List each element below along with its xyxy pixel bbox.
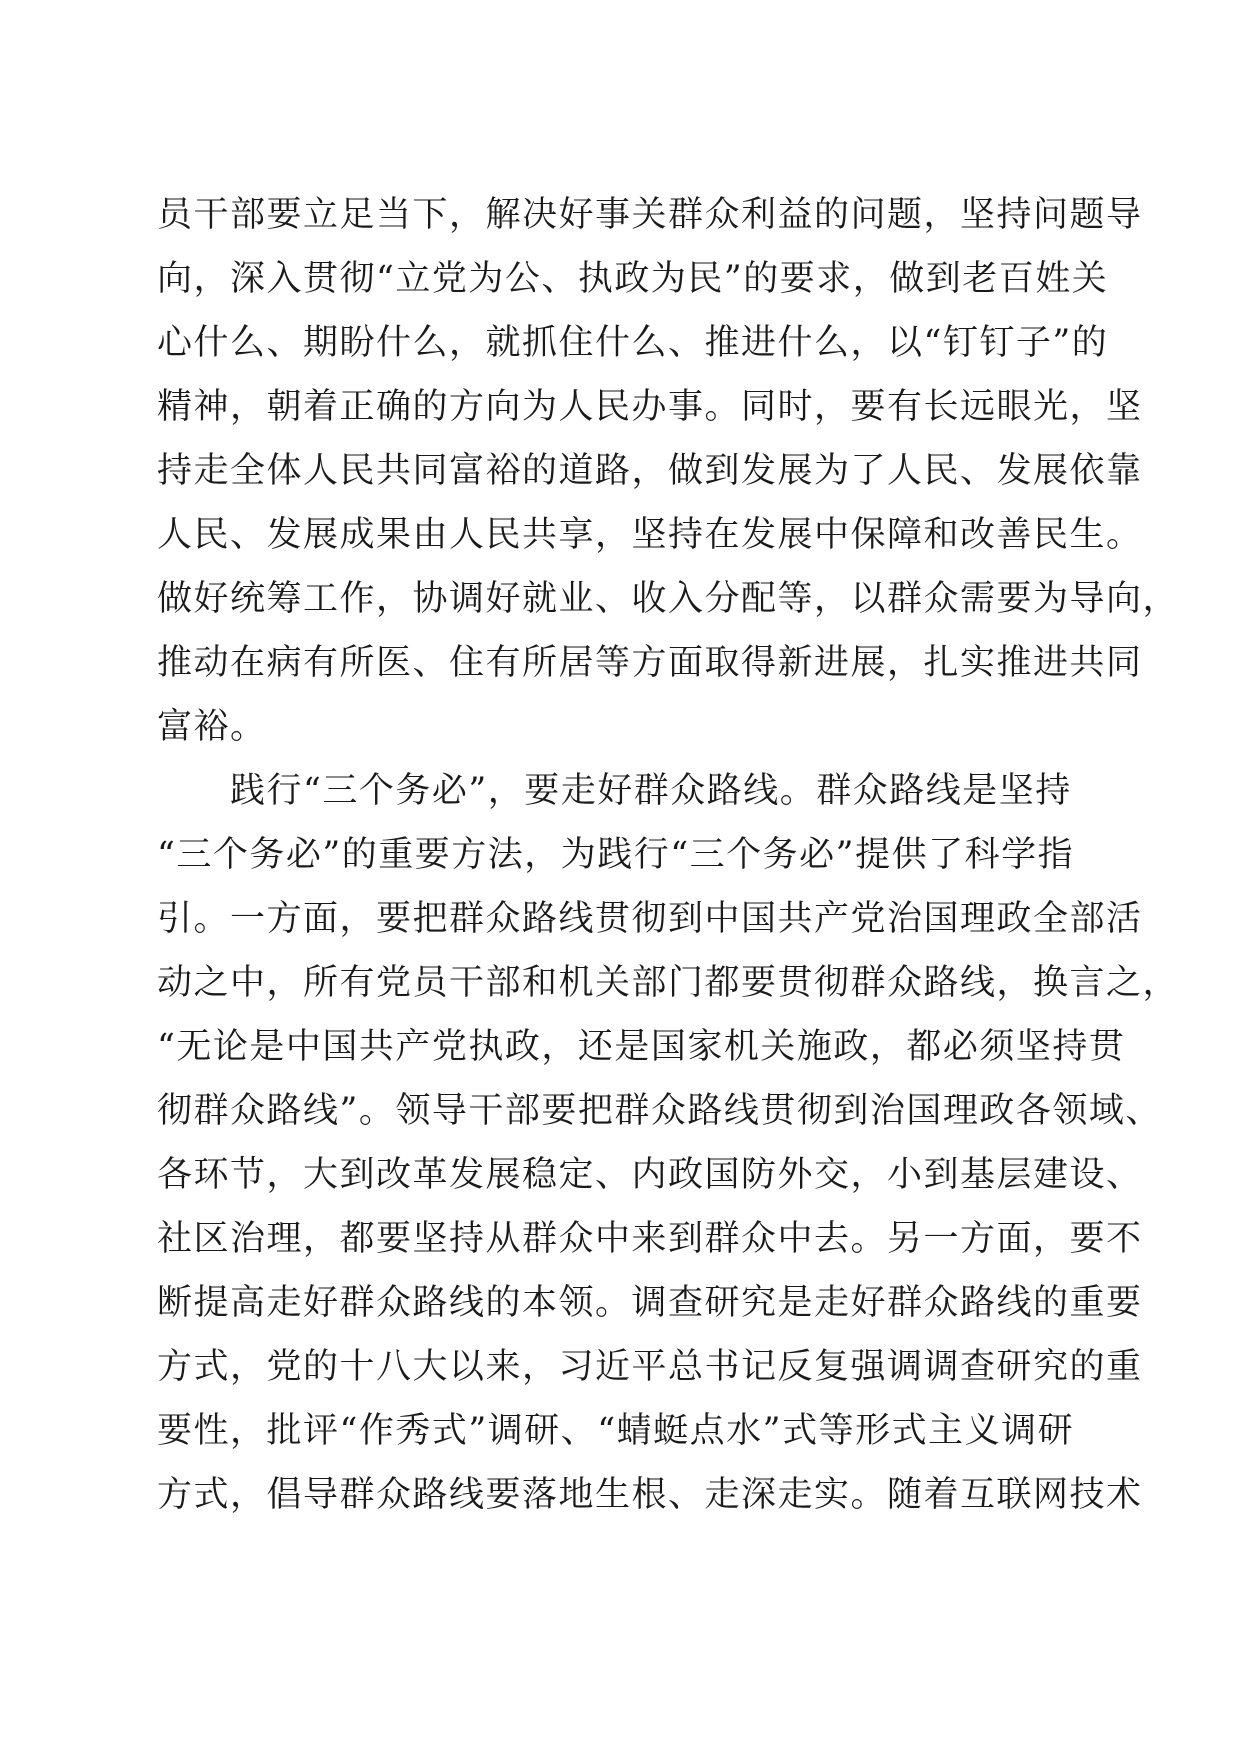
text-line: 要性，批评“作秀式”调研、“蜻蜓点水”式等形式主义调研	[157, 1411, 1075, 1451]
text-line: 向，深入贯彻“立党为公、执政为民”的要求，做到老百姓关	[157, 259, 1109, 299]
text-line: 推动在病有所医、住有所居等方面取得新进展，扎实推进共同	[157, 643, 1143, 683]
text-line: 动之中，所有党员干部和机关部门都要贯彻群众路线，换言之，	[157, 963, 1180, 1003]
text-line: 员干部要立足当下，解决好事关群众利益的问题，坚持问题导	[157, 195, 1143, 235]
paragraph-start-line: 践行“三个务必”，要走好群众路线。群众路线是坚持	[157, 771, 1072, 811]
text-line: 社区治理，都要坚持从群众中来到群众中去。另一方面，要不	[157, 1219, 1143, 1259]
text-line: 彻群众路线”。领导干部要把群众路线贯彻到治国理政各领域、	[157, 1091, 1162, 1131]
text-line: “无论是中国共产党执政，还是国家机关施政，都必须坚持贯	[157, 1027, 1126, 1067]
text-line: “三个务必”的重要方法，为践行“三个务必”提供了科学指	[157, 835, 1075, 875]
text-line: 断提高走好群众路线的本领。调查研究是走好群众路线的重要	[157, 1283, 1143, 1323]
text-line: 持走全体人民共同富裕的道路，做到发展为了人民、发展依靠	[157, 451, 1143, 491]
text-line: 富裕。	[157, 707, 267, 747]
text-line: 方式，倡导群众路线要落地生根、走深走实。随着互联网技术	[157, 1475, 1143, 1515]
text-line: 各环节，大到改革发展稳定、内政国防外交，小到基层建设、	[157, 1155, 1143, 1195]
text-line: 心什么、期盼什么，就抓住什么、推进什么，以“钉钉子”的	[157, 323, 1109, 363]
text-line: 方式，党的十八大以来，习近平总书记反复强调调查研究的重	[157, 1347, 1143, 1387]
text-line: 做好统筹工作，协调好就业、收入分配等，以群众需要为导向，	[157, 579, 1180, 619]
text-line: 精神，朝着正确的方向为人民办事。同时，要有长远眼光，坚	[157, 387, 1143, 427]
text-line: 引。一方面，要把群众路线贯彻到中国共产党治国理政全部活	[157, 899, 1143, 939]
text-line: 人民、发展成果由人民共享，坚持在发展中保障和改善民生。	[157, 515, 1143, 555]
